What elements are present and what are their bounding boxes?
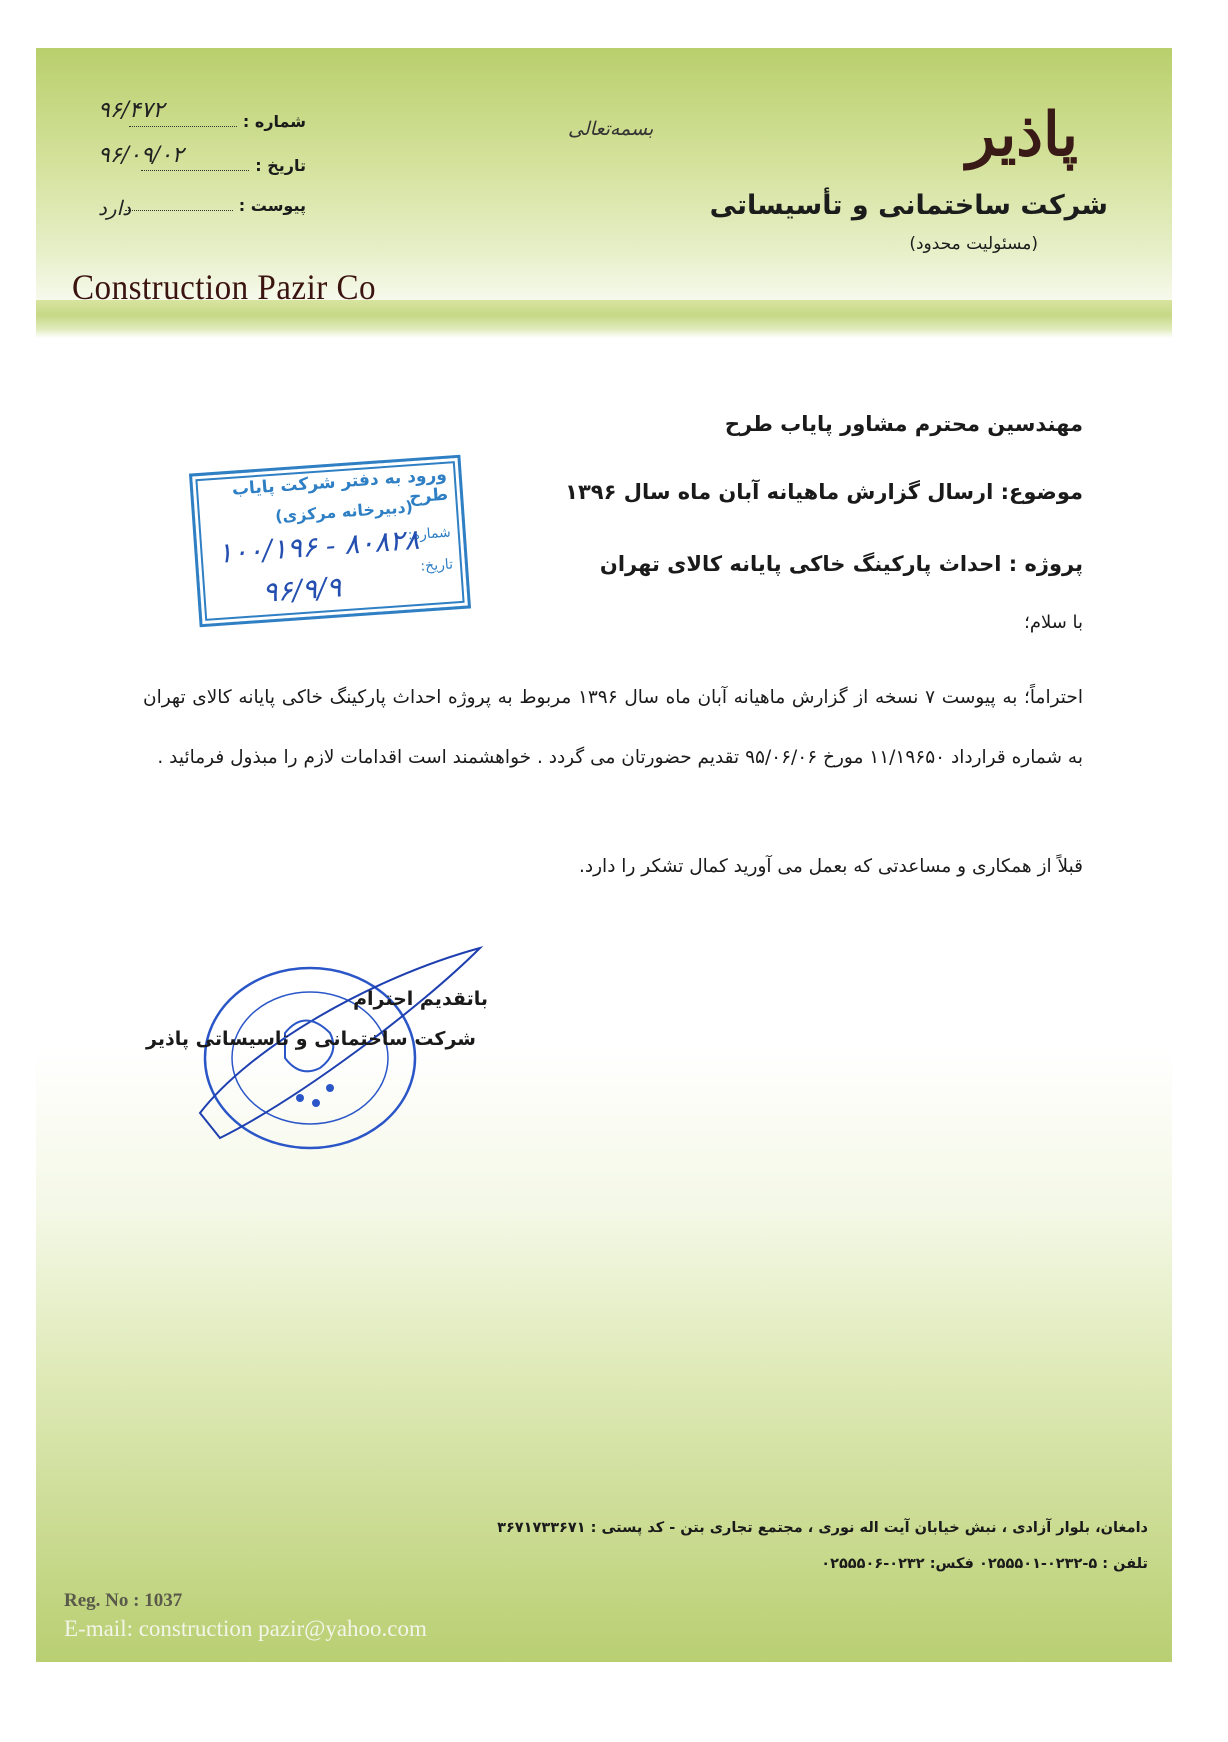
company-name-fa: شرکت ساختمانی و تأسیساتی xyxy=(709,190,1108,221)
subject: موضوع: ارسال گزارش ماهیانه آبان ماه سال ۱۳۹۶ xyxy=(565,480,1083,504)
footer-address: دامغان، بلوار آزادی ، نبش خیابان آیت اله نوری ، مجتمع تجاری بتن - کد پستی : ۳۶۷۱۷۳۳۶۷۱ xyxy=(497,1520,1148,1536)
footer-phones: تلفن : ۵-۰۲۳۲-۰۲۵۵۵۰۱ فکس: ۰۲۳۲-۰۲۵۵۵۰۶ xyxy=(821,1556,1148,1572)
company-name-en: Construction Pazir Co xyxy=(72,267,377,307)
letter-attachment-value: دارد xyxy=(98,196,132,220)
inbound-stamp xyxy=(189,455,471,628)
stamp-title: ورود به دفتر شرکت پایاب طرح xyxy=(231,464,449,508)
stamp-date-value: ۹۶/۹/۹ xyxy=(261,570,343,609)
dotted-line xyxy=(129,126,237,127)
letter-date-label: تاریخ : xyxy=(255,156,306,175)
letter-body: احتراماً؛ به پیوست ۷ نسخه از گزارش ماهیانه آبان ماه سال ۱۳۹۶ مربوط به پروژه احداث پارکینگ خاکی پایانه کالای تهران به شماره قرارداد ۱۱/۱۹۶۵۰ مورخ ۹۵/۰۶/۰۶ تقدیم حضورتان می گردد . خواهشمند است اقدامات لازم را مبذول فرمائید . xyxy=(143,687,1083,768)
letter-number-label: شماره : xyxy=(242,112,306,131)
stamp-subtitle: (دبیرخانه مرکزی) xyxy=(274,497,414,526)
company-logo: پاذیر xyxy=(966,100,1078,170)
recipient: مهندسین محترم مشاور پایاب طرح xyxy=(724,412,1083,436)
letter-attachment-label: پیوست : xyxy=(238,196,306,215)
company-ltd: (مسئولیت محدود) xyxy=(909,234,1038,254)
greeting: با سلام؛ xyxy=(1024,612,1083,633)
basmala: بسمه‌تعالی xyxy=(568,118,654,140)
letter-date-value: ۹۶/۰۹/۰۲ xyxy=(98,143,184,168)
project: پروژه : احداث پارکینگ خاکی پایانه کالای تهران xyxy=(599,552,1083,576)
dotted-line xyxy=(141,170,249,171)
signature-closing: باتقدیم احترام xyxy=(353,988,488,1010)
thanks-line: قبلاً از همکاری و مساعدتی که بعمل می آورید کمال تشکر را دارد. xyxy=(579,856,1083,877)
signature-company: شرکت ساختمانی و تاسیساتی پاذیر xyxy=(146,1028,476,1050)
footer-email: E-mail: construction pazir@yahoo.com xyxy=(64,1616,427,1641)
stamp-number-value: ۱۰۰/۱۹۶ - ۸۰۸۲۸ xyxy=(216,522,421,570)
registration-number: Reg. No : 1037 xyxy=(64,1590,183,1611)
letter-number-value: ۹۶/۴۷۲ xyxy=(98,98,165,123)
stamp-date-label: تاریخ: xyxy=(419,556,454,575)
stamp-number-label: شماره: xyxy=(407,524,452,544)
dotted-line xyxy=(125,210,233,211)
